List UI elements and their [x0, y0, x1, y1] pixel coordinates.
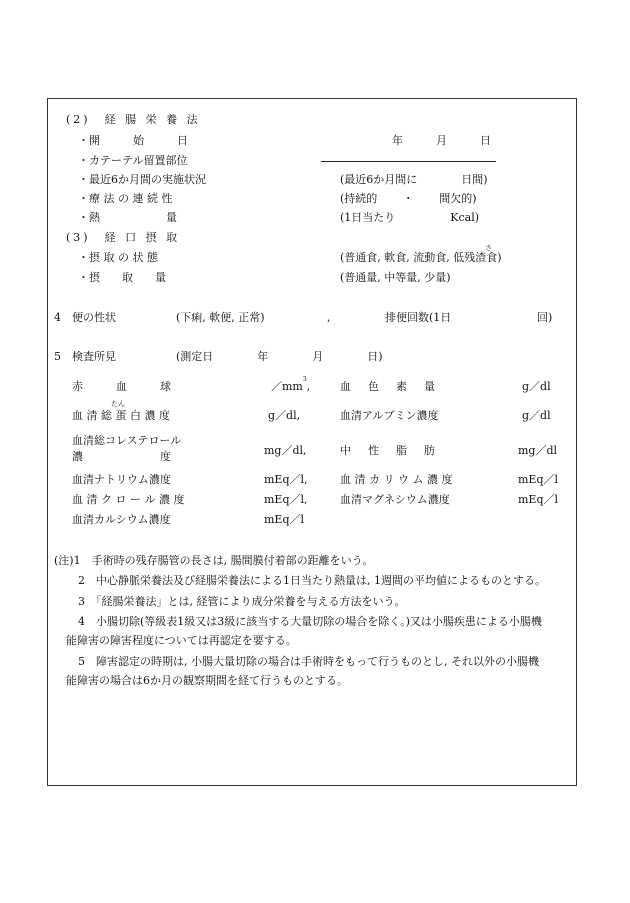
start-date-value: 年 月 日 — [392, 134, 491, 147]
note-3: 3 「経腸栄養法」とは, 経管により成分栄養を与える方法をいう。 — [78, 595, 406, 608]
magnesium-unit: mEq／l — [518, 493, 559, 506]
note-5-line2: 能障害の場合は6か月の観察期間を経て行うものとする。 — [66, 674, 348, 687]
intake-state-value: (普通食, 軟食, 流動食, 低残渣食) — [340, 251, 502, 264]
chloride-label: 血 清 ク ロ ー ル 濃 度 — [72, 493, 185, 506]
cholesterol-label-line1: 血清総コレステロール — [72, 434, 182, 447]
intake-amount-value: (普通量, 中等量, 少量) — [340, 271, 451, 284]
note-1: (注)1 手術時の残存腸管の長さは, 腸間膜付着部の距離をいう。 — [54, 554, 374, 567]
potassium-label: 血 清 カ リ ウ ム 濃 度 — [340, 473, 453, 486]
exam-date: (測定日 年 月 日) — [176, 350, 383, 363]
note-4-line2: 能障害の障害程度については再認定を要する。 — [66, 634, 297, 647]
stool-comma: , — [327, 311, 331, 324]
note-5-line1: 5 障害認定の時期は, 小腸大量切除の場合は手術時をもって行うものとし, それ以外の小腸機 — [78, 655, 539, 668]
stool-value: (下痢, 軟便, 正常) — [176, 311, 265, 324]
sodium-label: 血清ナトリウム濃度 — [72, 473, 171, 486]
start-date-label: ・開 始 日 — [78, 134, 188, 147]
calcium-unit: mEq／l — [264, 513, 305, 526]
total-protein-unit: g／dl, — [268, 409, 301, 422]
section3-heading: (3) 経 口 摂 取 — [66, 231, 181, 244]
section2-heading: (2) 経 腸 栄 養 法 — [66, 113, 201, 126]
chloride-unit: mEq／l, — [264, 493, 308, 506]
neutral-fat-label: 中 性 脂 肪 — [340, 444, 438, 457]
cholesterol-label-line2: 濃 度 — [72, 450, 171, 463]
albumin-label: 血清アルブミン濃度 — [340, 409, 439, 422]
calorie-label: ・熱 量 — [78, 211, 177, 224]
stool-count-label: 排便回数(1日 — [385, 311, 452, 324]
magnesium-label: 血清マグネシウム濃度 — [340, 493, 450, 506]
intake-state-ruby: さ — [485, 244, 492, 252]
exam-heading: 5 検査所見 — [54, 350, 116, 363]
catheter-label: ・カテーテル留置部位 — [78, 154, 188, 167]
recent-label: ・最近6か月間の実施状況 — [78, 173, 206, 186]
intake-state-label: ・摂 取 の 状 態 — [78, 251, 158, 264]
sodium-unit: mEq／l, — [264, 473, 308, 486]
calcium-label: 血清カルシウム濃度 — [72, 513, 171, 526]
hemoglobin-label: 血 色 素 量 — [340, 380, 438, 393]
total-protein-label: 血 清 総 蛋 白 濃 度 — [72, 409, 170, 422]
hemoglobin-unit: g／dl — [522, 380, 551, 393]
continuity-label: ・療 法 の 連 続 性 — [78, 192, 173, 205]
rbc-label: 赤 血 球 — [72, 380, 171, 393]
note-4-line1: 4 小腸切除(等級表1級又は3級に該当する大量切除の場合を除く。)又は小腸疾患による小腸機 — [78, 615, 542, 628]
total-protein-ruby: たん — [111, 400, 125, 408]
potassium-unit: mEq／l — [518, 473, 559, 486]
catheter-underline — [321, 161, 496, 162]
cholesterol-unit: mg／dl, — [264, 444, 307, 457]
recent-value: (最近6か月間に 日間) — [340, 173, 488, 186]
note-2: 2 中心静脈栄養法及び経腸栄養法による1日当たり熱量は, 1週間の平均値によるものとする。 — [78, 574, 546, 587]
stool-count-unit: 回) — [537, 311, 553, 324]
rbc-unit: $/mm^3$, — [271, 376, 311, 393]
continuity-value: (持続的 ・ 間欠的) — [340, 192, 477, 205]
intake-amount-label: ・摂 取 量 — [78, 271, 166, 284]
calorie-value: (1日当たり Kcal) — [340, 211, 480, 224]
neutral-fat-unit: mg／dl — [518, 444, 558, 457]
stool-heading: 4 便の性状 — [54, 311, 116, 324]
albumin-unit: g／dl — [522, 409, 551, 422]
